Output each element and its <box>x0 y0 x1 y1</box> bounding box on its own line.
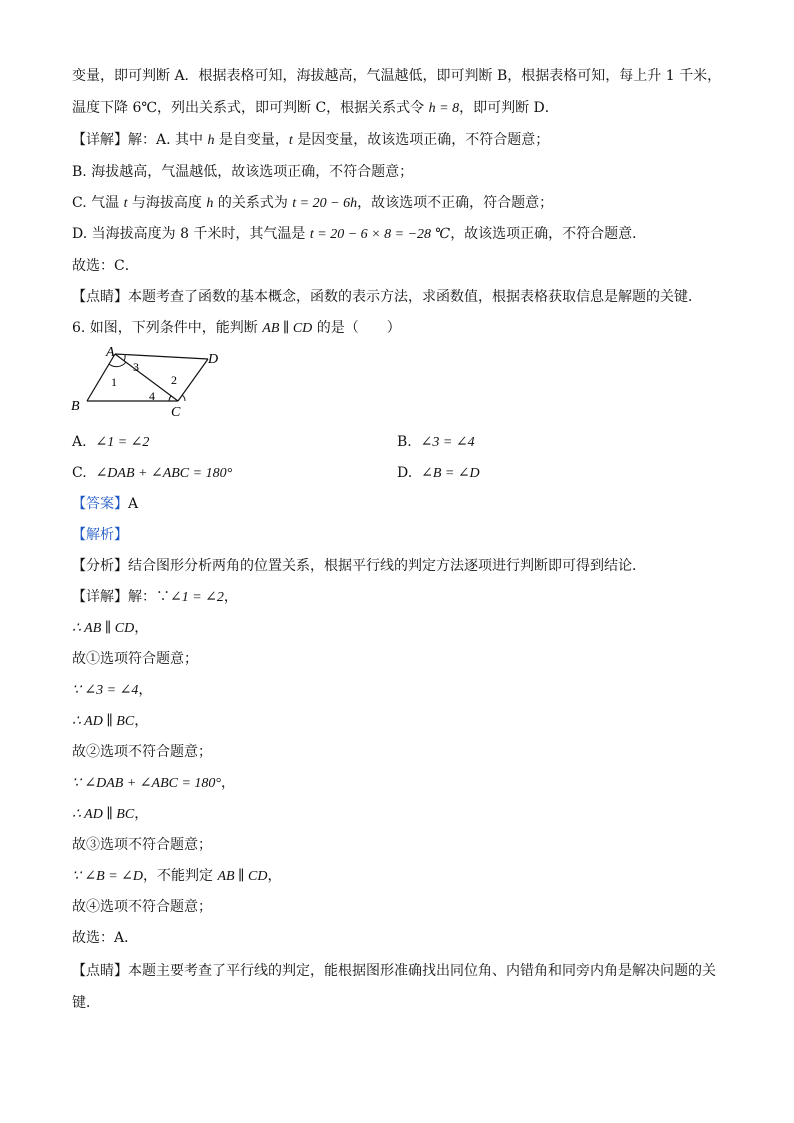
option-label: A. <box>72 434 87 450</box>
text-line <box>72 556 646 576</box>
text: 故选：A． <box>72 930 139 946</box>
text: 故选：C． <box>72 258 139 274</box>
text: 的关系式为 <box>213 195 293 211</box>
option-label: B. <box>397 434 412 450</box>
text: 解：∵ <box>128 589 170 605</box>
text: 键． <box>72 995 100 1011</box>
text: 是自变量， <box>214 132 289 148</box>
math: AB ∥ CD <box>262 321 313 336</box>
text: 与海拔高度 <box>127 195 207 211</box>
text-line <box>72 649 198 669</box>
section-tag: 【点睛】 <box>72 963 128 979</box>
math: ∠B = ∠D <box>421 466 480 481</box>
section-tag: 【分析】 <box>72 558 128 574</box>
label-4: 4 <box>149 389 155 403</box>
text-line <box>72 897 212 917</box>
segment-ad <box>115 354 208 359</box>
text: ， <box>223 589 238 605</box>
math: ∠3 = ∠4 <box>420 435 475 450</box>
text-line <box>72 287 702 307</box>
math: ∴ AD ∥ BC <box>72 807 135 822</box>
text-line <box>72 742 212 762</box>
math: ∠DAB + ∠ABC = 180° <box>95 466 233 481</box>
text: B. 海拔越高，气温越低，故该选项正确，不符合题意； <box>72 164 414 180</box>
option-b <box>397 432 475 453</box>
option-label: D. <box>397 465 413 481</box>
text: 故①选项符合题意； <box>72 651 198 667</box>
math: h <box>207 133 215 148</box>
text-line <box>72 256 139 276</box>
text: 变量，即可判断 A．根据表格可知，海拔越高，气温越低，即可判断 B，根据表格可知，每上升 1 千米， <box>72 68 722 84</box>
text-line <box>72 162 413 182</box>
text: 的是（ ） <box>312 320 401 336</box>
text: 本题考查了函数的基本概念，函数的表示方法，求函数值，根据表格获取信息是解题的关键． <box>128 289 702 305</box>
text: ， <box>134 806 149 822</box>
option-d <box>397 463 480 484</box>
label-2: 2 <box>171 373 177 387</box>
text: ， <box>134 620 149 636</box>
option-label: C. <box>72 465 87 481</box>
text: ， <box>138 682 153 698</box>
text: 本题主要考查了平行线的判定，能根据图形准确找出同位角、内错角和同旁内角是解决问题的关 <box>128 963 716 979</box>
angle-arc-c2 <box>182 395 185 401</box>
text-line <box>72 66 721 86</box>
text: ，即可判断 D． <box>459 100 559 116</box>
answer-value: A <box>128 496 139 512</box>
text-line <box>72 835 212 855</box>
text: 温度下降 6℃，列出关系式，即可判断 C，根据关系式令 <box>72 100 429 116</box>
text-line <box>72 993 100 1013</box>
text: ，故该选项正确，不符合题意． <box>450 226 647 242</box>
text: 结合图形分析两角的位置关系，根据平行线的判定方法逐项进行判断即可得到结论． <box>128 558 646 574</box>
text: 解：A. 其中 <box>128 132 208 148</box>
text-line <box>72 98 559 119</box>
text: 故④选项不符合题意； <box>72 899 212 915</box>
label-c: C <box>171 405 181 420</box>
angle-arc-a <box>109 362 126 367</box>
text-line <box>72 866 281 887</box>
text: ，不能判定 <box>142 868 218 884</box>
math: ∵ ∠B = ∠D <box>72 869 143 884</box>
analysis-tag: 【解析】 <box>72 527 128 543</box>
text-line <box>72 587 238 608</box>
section-tag: 【点睛】 <box>72 289 128 305</box>
text-line <box>72 224 646 245</box>
question-title <box>72 318 401 339</box>
option-c <box>72 463 232 484</box>
math: ∠1 = ∠2 <box>170 590 224 605</box>
text: 6. 如图，下列条件中，能判断 <box>72 320 263 336</box>
text-line <box>72 961 716 981</box>
answer-tag: 【答案】 <box>72 496 128 512</box>
section-tag: 【详解】 <box>72 132 128 148</box>
text: ，故该选项不正确，符合题意； <box>357 195 554 211</box>
math: t = 20 − 6h <box>292 196 358 211</box>
segment-cd <box>178 359 208 401</box>
label-3: 3 <box>133 360 139 374</box>
math: ∴ AD ∥ BC <box>72 714 135 729</box>
math: ∴ AB ∥ CD <box>72 621 135 636</box>
math: ∠1 = ∠2 <box>95 435 150 450</box>
section-tag: 【详解】 <box>72 589 128 605</box>
label-b: B <box>71 399 80 414</box>
math: t <box>288 133 293 148</box>
text: 故③选项不符合题意； <box>72 837 212 853</box>
option-a <box>72 432 149 453</box>
label-d: D <box>208 352 219 367</box>
text-line <box>72 193 553 214</box>
math: h <box>206 196 214 211</box>
text: ， <box>267 868 282 884</box>
math: h = 8 <box>428 101 460 116</box>
math: ∵ ∠3 = ∠4 <box>72 683 139 698</box>
answer-line <box>72 494 138 514</box>
math: AB ∥ CD <box>217 869 268 884</box>
text: ， <box>221 775 236 791</box>
text-line <box>72 130 549 151</box>
math: ∵ ∠DAB + ∠ABC = 180° <box>72 776 222 791</box>
text-line <box>72 804 148 825</box>
math: t = 20 − 6 × 8 = −28 ℃ <box>309 227 451 242</box>
angle-arc-c <box>169 396 171 401</box>
text: 故②选项不符合题意； <box>72 744 212 760</box>
text-line <box>72 618 148 639</box>
text: C. 气温 <box>72 195 124 211</box>
label-1: 1 <box>111 375 117 389</box>
text: D. 当海拔高度为 8 千米时，其气温是 <box>72 226 310 242</box>
text: ， <box>134 713 149 729</box>
angle-arc-a2 <box>124 355 125 361</box>
analysis-line <box>72 525 128 545</box>
text: 是因变量，故该选项正确，不符合题意； <box>292 132 550 148</box>
text-line <box>72 928 138 948</box>
text-line <box>72 773 235 794</box>
parallelogram-figure <box>68 344 228 420</box>
text-line <box>72 680 152 701</box>
label-a: A <box>106 345 115 360</box>
text-line <box>72 711 148 732</box>
math: t <box>123 196 128 211</box>
